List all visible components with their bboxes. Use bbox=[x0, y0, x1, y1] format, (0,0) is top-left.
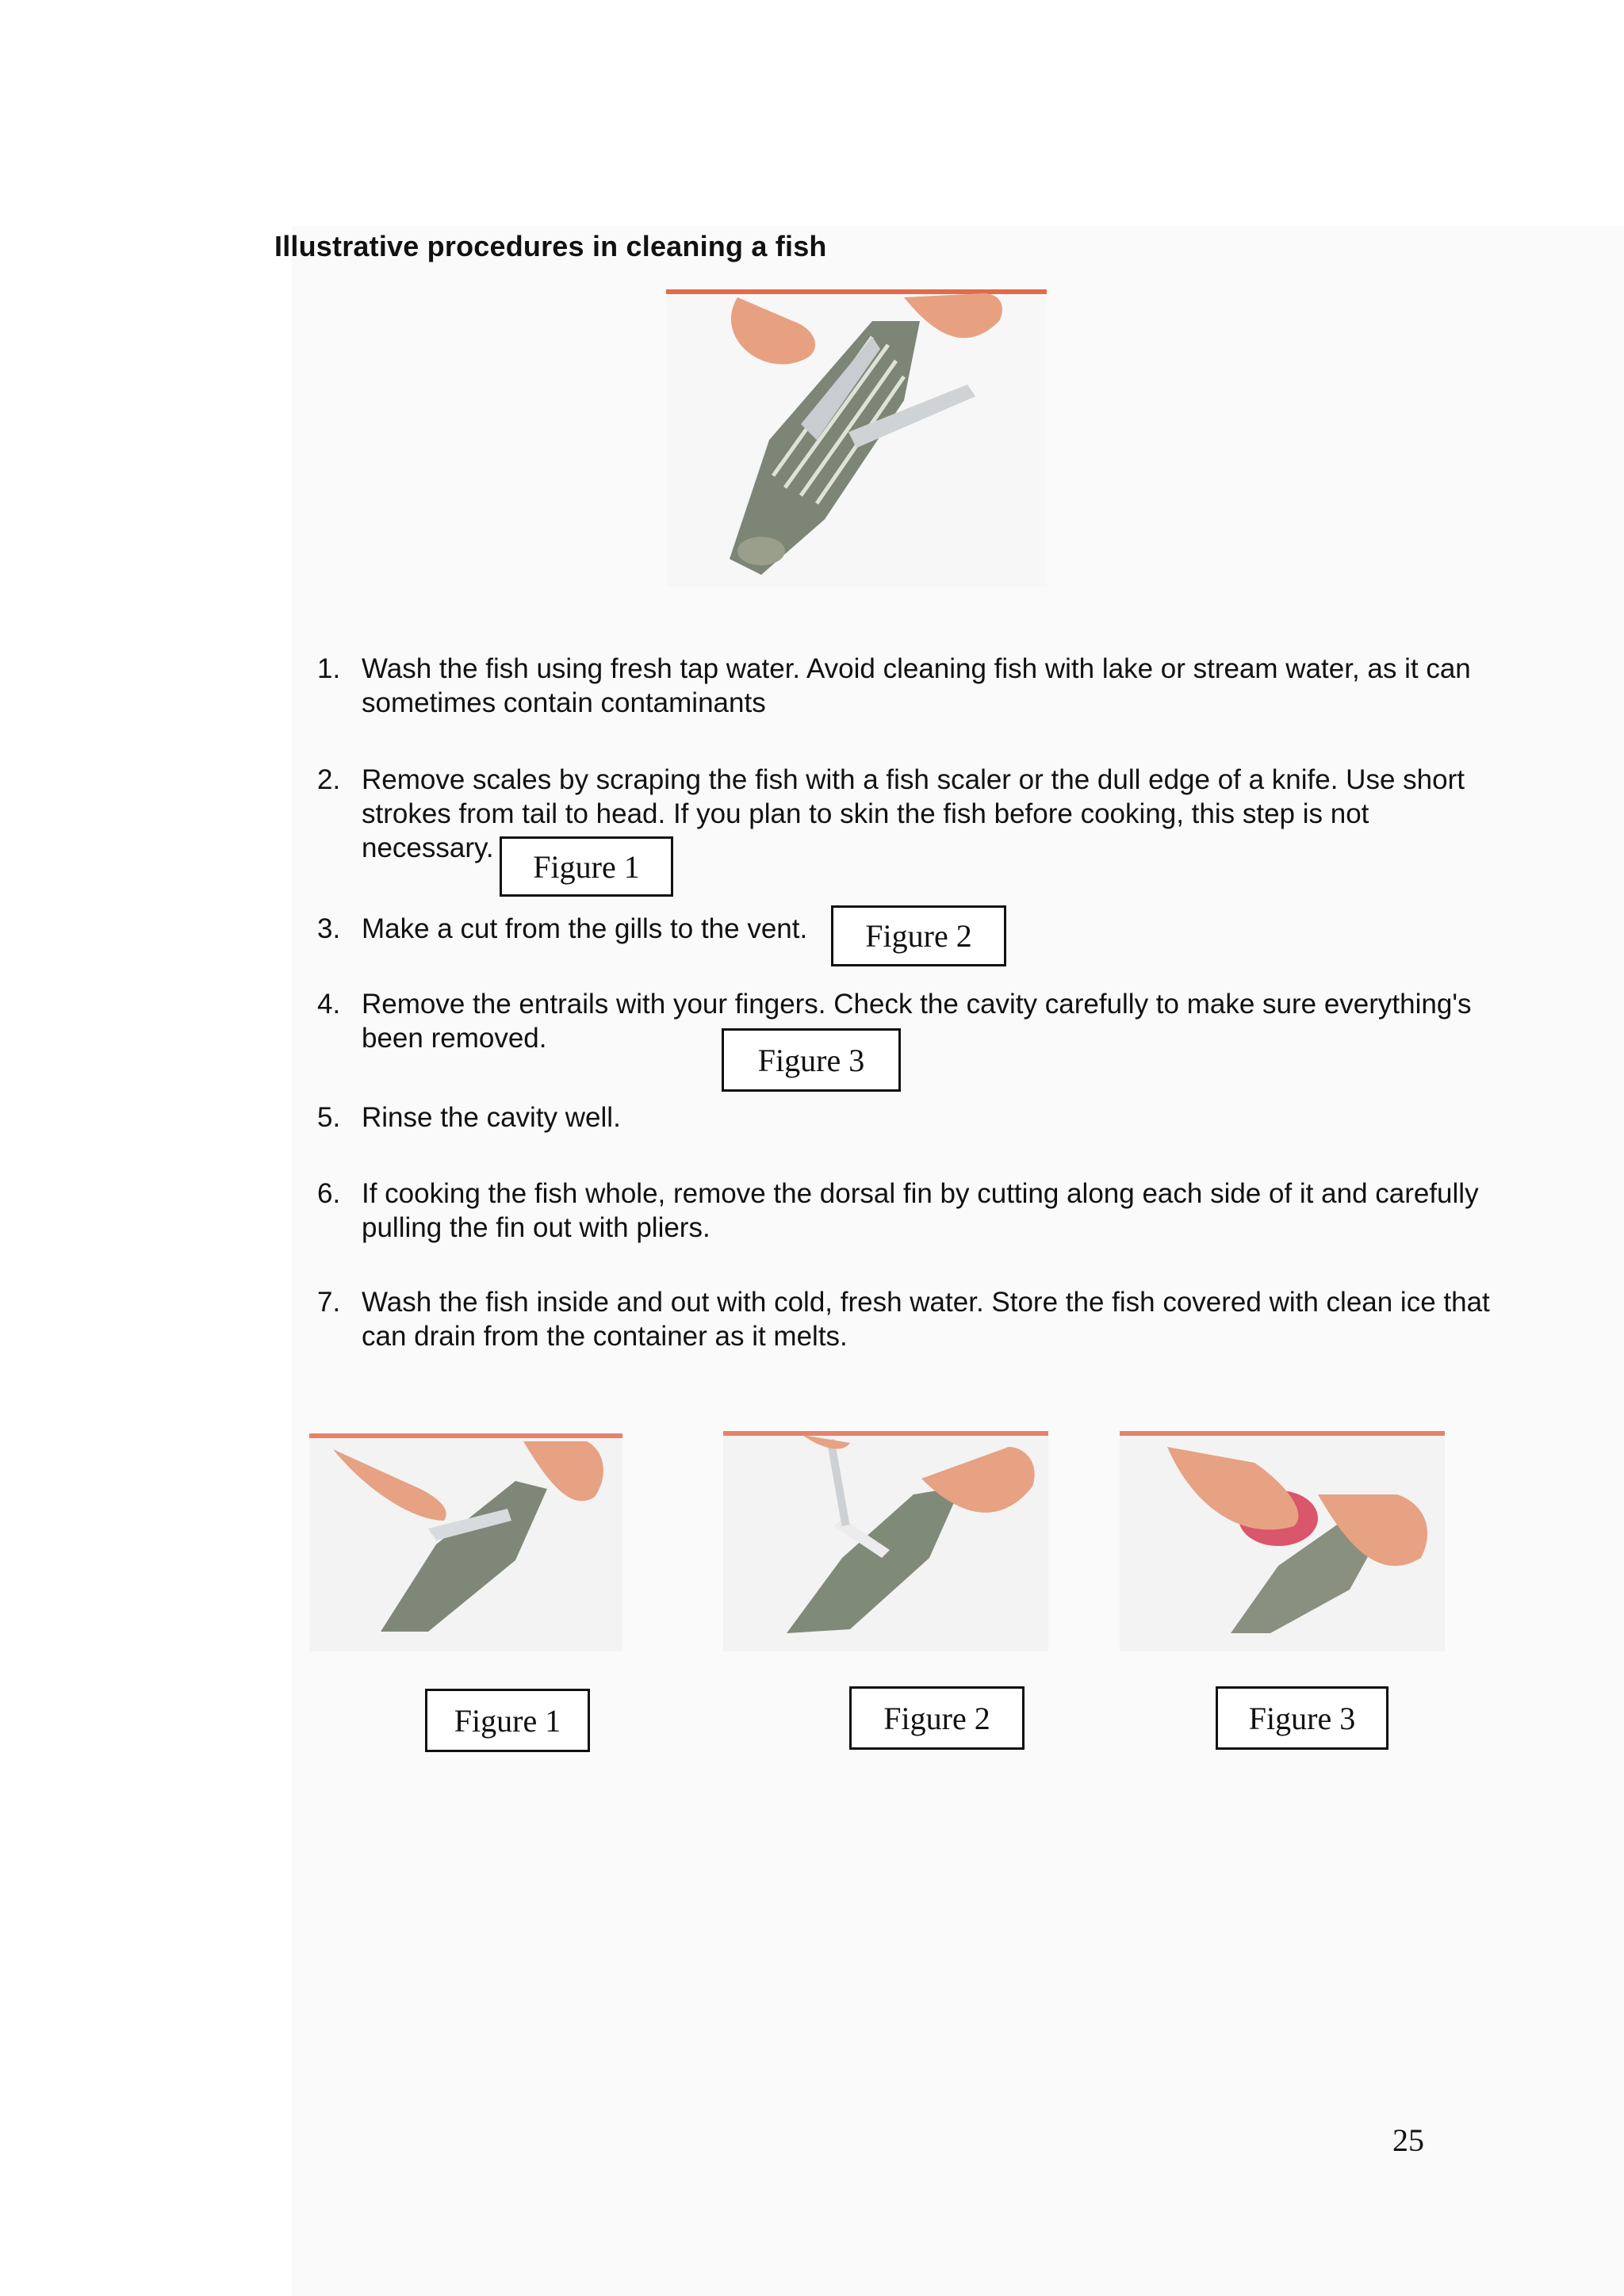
inline-figure-3-label: Figure 3 bbox=[722, 1028, 901, 1092]
inline-figure-1-label: Figure 1 bbox=[500, 836, 673, 897]
step-text: Remove scales by scraping the fish with a fish scaler or the dull edge of a knife. Use short strokes from tail to head. If you plan to skin the fish before cooking, this step is not necessary. bbox=[362, 764, 1465, 863]
step-number: 3. bbox=[317, 913, 341, 944]
photo-figure-1 bbox=[309, 1433, 622, 1651]
step-number: 6. bbox=[317, 1178, 341, 1209]
step-number: 7. bbox=[317, 1287, 341, 1318]
step-text: Wash the fish using fresh tap water. Avoid cleaning fish with lake or stream water, as it can sometimes contain contaminants bbox=[362, 653, 1471, 718]
step-number: 4. bbox=[317, 989, 341, 1020]
step-number: 1. bbox=[317, 653, 341, 684]
step-6 bbox=[317, 1177, 1507, 1248]
photo-figure-2 bbox=[723, 1431, 1048, 1651]
step-number: 2. bbox=[317, 764, 341, 795]
figure-2-caption: Figure 2 bbox=[849, 1686, 1025, 1750]
step-4 bbox=[317, 987, 1507, 1058]
step-2 bbox=[317, 763, 1507, 866]
step-text: Wash the fish inside and out with cold, fresh water. Store the fish covered with clean ice that can drain from the container as it melts. bbox=[362, 1287, 1490, 1352]
step-number: 5. bbox=[317, 1102, 341, 1133]
step-text: Remove the entrails with your fingers. Check the cavity carefully to make sure everything's been removed. bbox=[362, 989, 1472, 1054]
page-title: Illustrative procedures in cleaning a fish bbox=[274, 230, 827, 262]
figure-1-caption: Figure 1 bbox=[425, 1689, 590, 1752]
step-5 bbox=[317, 1100, 1507, 1136]
step-text: Make a cut from the gills to the vent. bbox=[362, 913, 808, 944]
figure-3-caption: Figure 3 bbox=[1216, 1686, 1388, 1750]
step-7 bbox=[317, 1285, 1507, 1357]
inline-figure-2-label: Figure 2 bbox=[831, 905, 1006, 966]
photo-figure-3 bbox=[1120, 1431, 1445, 1651]
step-text: Rinse the cavity well. bbox=[362, 1102, 621, 1133]
page-number: 25 bbox=[1392, 2122, 1424, 2158]
step-text: If cooking the fish whole, remove the dorsal fin by cutting along each side of it and carefully pulling the fin out with pliers. bbox=[362, 1178, 1479, 1243]
step-1 bbox=[317, 652, 1507, 723]
photo-scaling-fish bbox=[666, 289, 1047, 587]
